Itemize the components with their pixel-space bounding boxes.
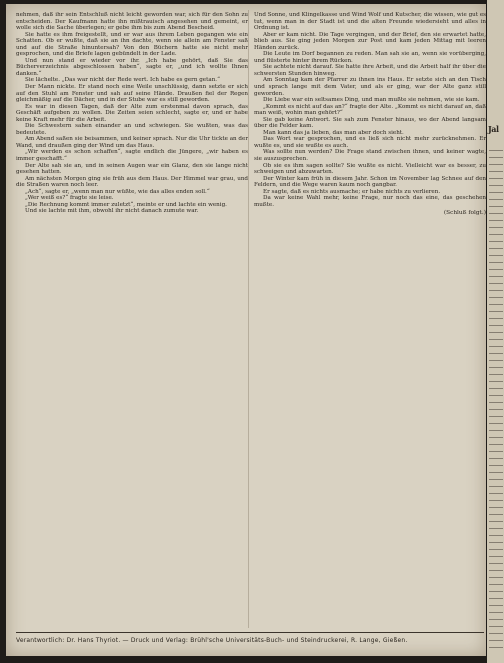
paragraph: Das Wort war gesprochen, und es ließ sich nicht mehr zurücknehmen. Er wußte es, und sie wußte es auch. <box>254 136 486 149</box>
adjacent-text-line <box>489 521 503 522</box>
adjacent-text-line <box>489 304 503 305</box>
adjacent-text-line <box>489 234 503 235</box>
adjacent-text-line <box>489 549 503 550</box>
paragraph: „Kommt es nicht auf das an?“ fragte der Alte. „Kommt es nicht darauf an, daß man weiß, wohin man gehört?“ <box>254 103 486 117</box>
adjacent-page-label: Jal <box>488 124 499 134</box>
adjacent-text-line <box>489 276 503 277</box>
adjacent-text-line <box>489 339 503 340</box>
paragraph: Und Sonne, und Klingelkasse und Wind Wolf und Kutscher, die wissen, wie gut es tut, wenn man in der Stadt ist und die alten Freunde wiedersieht und alles in Ordnung ist. <box>254 12 486 32</box>
adjacent-text-line <box>489 185 503 186</box>
adjacent-text-line <box>489 241 503 242</box>
adjacent-text-line <box>489 374 503 375</box>
paragraph: Und nun stand er wieder vor ihr. „Ich habe gehört, daß Sie das Bücherverzeichnis abgeschlossen haben“, sagte er, „und ich wollte Ihnen danken.“ <box>16 57 248 77</box>
newspaper-page <box>6 4 486 656</box>
adjacent-text-line <box>489 633 503 634</box>
adjacent-text-line <box>489 199 503 200</box>
paragraph: „Ach“, sagte er, „wenn man nur wüßte, wie das alles enden soll.“ <box>25 188 210 195</box>
adjacent-text-line <box>489 318 503 319</box>
adjacent-text-line <box>489 514 503 515</box>
paragraph: Am Abend saßen sie beisammen, und keiner sprach. Nur die Uhr tickte an der Wand, und draußen ging der Wind um das Haus. <box>16 136 248 149</box>
paragraph: Der Alte sah sie an, und in seinen Augen war ein Glanz, den sie lange nicht gesehen hatten. <box>16 162 248 176</box>
adjacent-text-line <box>489 472 503 473</box>
paragraph: Am Sonntag kam der Pfarrer zu ihnen ins Haus. Er setzte sich an den Tisch und sprach lange mit dem Vater, und als er ging, war der Alte ganz still geworden. <box>254 77 486 97</box>
paragraph: Ob sie es ihm sagen sollte? Sie wußte es nicht. Vielleicht war es besser, zu schweigen und abzuwarten. <box>254 162 486 176</box>
adjacent-text-line <box>489 444 503 445</box>
footer-rule <box>16 632 484 633</box>
adjacent-text-line <box>489 332 503 333</box>
adjacent-text-line <box>489 395 503 396</box>
paragraph: Sie lächelte. „Das war nicht der Rede wert. Ich habe es gern getan.“ <box>25 77 220 84</box>
paragraph: Sie hatte es ihm freigestellt, und er war aus ihrem Leben gegangen wie ein Schatten. Ob er wußte, daß sie an ihn dachte, wenn sie allein am Fenster saß und auf die Straße hinuntersah? Von den Büchern hatte sie nicht mehr gesprochen, und die Briefe lagen gebündelt in der Lade. <box>16 31 248 58</box>
adjacent-text-line <box>489 605 503 606</box>
adjacent-text-line <box>489 178 503 179</box>
adjacent-text-line <box>489 150 503 151</box>
adjacent-text-line <box>489 556 503 557</box>
adjacent-text-line <box>489 619 503 620</box>
paragraph: Er sagte, daß es nichts ausmache; er habe nichts zu verlieren. <box>263 188 441 195</box>
adjacent-text-line <box>489 388 503 389</box>
paragraph: nehmen, daß ihr sein Entschluß nicht leicht geworden war, sich für den Sohn zu entscheiden. Der Kaufmann hatte ihn mißtrauisch angesehen und gemeint, er wolle sich die Sache überlegen; er gebe ihm bis zum Abend Bescheid. <box>16 12 248 32</box>
adjacent-text-line <box>489 570 503 571</box>
adjacent-text-line <box>489 171 503 172</box>
adjacent-text-line <box>489 248 503 249</box>
adjacent-text-line <box>489 192 503 193</box>
adjacent-text-line <box>489 451 503 452</box>
adjacent-text-line <box>489 535 503 536</box>
adjacent-text-line <box>489 430 503 431</box>
paragraph: Sie gab keine Antwort. Sie sah zum Fenster hinaus, wo der Abend langsam über die Felder kam. <box>254 116 486 130</box>
adjacent-text-line <box>489 290 503 291</box>
adjacent-text-line <box>489 360 503 361</box>
adjacent-text-line <box>489 311 503 312</box>
adjacent-text-line <box>489 563 503 564</box>
adjacent-text-line <box>489 213 503 214</box>
adjacent-text-line <box>489 493 503 494</box>
adjacent-text-line <box>489 612 503 613</box>
adjacent-text-line <box>489 577 503 578</box>
adjacent-text-line <box>489 269 503 270</box>
adjacent-text-line <box>489 626 503 627</box>
column-divider <box>248 10 249 628</box>
adjacent-text-line <box>489 262 503 263</box>
adjacent-text-line <box>489 465 503 466</box>
text-column-left <box>16 12 248 624</box>
paragraph: Aber er kam nicht. Die Tage vergingen, und der Brief, den sie erwartet hatte, blieb aus. Sie ging jeden Morgen zur Post und kam jeden Mittag mit leeren Händen zurück. <box>254 31 486 51</box>
adjacent-text-line <box>489 423 503 424</box>
adjacent-text-line <box>489 598 503 599</box>
adjacent-text-line <box>489 640 503 641</box>
adjacent-text-line <box>489 647 503 648</box>
paragraph: Der Winter kam früh in diesem Jahr. Schon im November lag Schnee auf den Feldern, und die Wege waren kaum noch gangbar. <box>254 175 486 189</box>
adjacent-text-line <box>489 528 503 529</box>
imprint-footer: Verantwortlich: Dr. Hans Thyriot. — Druck und Verlag: Brühl'sche Universitäts-Buch- und Steindruckerei, R. Lange, Gießen. <box>16 637 408 644</box>
paragraph: Da war keine Wahl mehr, keine Frage, nur noch das eine, das geschehen mußte. <box>254 195 486 208</box>
adjacent-text-line <box>489 220 503 221</box>
adjacent-page-edge <box>487 0 504 663</box>
adjacent-text-line <box>489 507 503 508</box>
adjacent-text-line <box>489 479 503 480</box>
paragraph: Die Leute im Dorf begannen zu reden. Man sah sie an, wenn sie vorüberging, und flüsterte hinter ihrem Rücken. <box>254 51 486 64</box>
adjacent-text-line <box>489 255 503 256</box>
adjacent-text-line <box>489 402 503 403</box>
paragraph: Die Liebe war ein seltsames Ding, und man mußte sie nehmen, wie sie kam. <box>263 97 480 104</box>
paragraph: Der Mann nickte. Er stand noch eine Weile unschlüssig, dann setzte er sich auf den Stuhl am Fenster und sah auf seine Hände. Draußen fiel der Regen gleichmäßig auf die Dächer, und in der Stube war es still geworden. <box>16 84 248 104</box>
paragraph: Und sie lachte mit ihm, obwohl ihr nicht danach zumute war. <box>25 208 199 215</box>
paragraph: Am nächsten Morgen ging sie früh aus dem Haus. Der Himmel war grau, und die Straßen waren noch leer. <box>16 175 248 189</box>
paragraph: Es war in diesen Tagen, daß der Alte zum erstenmal davon sprach, das Geschäft aufgeben zu wollen. Die Zeiten seien schlecht, sagte er, und er habe keine Kraft mehr für die Arbeit. <box>16 103 248 123</box>
adjacent-text-line <box>489 325 503 326</box>
paragraph: Was sollte nun werden? Die Frage stand zwischen ihnen, und keiner wagte, sie auszusprechen. <box>254 149 486 163</box>
adjacent-text-line <box>489 542 503 543</box>
text-column-right <box>254 12 486 624</box>
adjacent-text-line <box>489 500 503 501</box>
paragraph: Die Schwestern sahen einander an und schwiegen. Sie wußten, was das bedeutete. <box>16 123 248 136</box>
adjacent-text-line <box>489 157 503 158</box>
adjacent-text-line <box>489 381 503 382</box>
adjacent-text-line <box>489 591 503 592</box>
adjacent-text-line <box>489 437 503 438</box>
paragraph: „Wer weiß es?“ fragte sie leise. <box>25 195 114 202</box>
adjacent-text-line <box>489 353 503 354</box>
adjacent-text-line <box>489 206 503 207</box>
adjacent-text-line <box>489 458 503 459</box>
adjacent-text-line <box>489 164 503 165</box>
adjacent-text-line <box>489 346 503 347</box>
continuation-note: (Schluß folgt.) <box>443 210 486 217</box>
adjacent-text-line <box>489 409 503 410</box>
adjacent-text-line <box>489 584 503 585</box>
adjacent-text-line <box>489 486 503 487</box>
paragraph: „Wir werden es schon schaffen“, sagte endlich die Jüngere, „wir haben es immer geschafft.“ <box>16 149 248 163</box>
adjacent-text-line <box>489 227 503 228</box>
paragraph: Man kann das ja lieben, das man aber doch sieht. <box>263 129 404 136</box>
adjacent-text-line <box>489 283 503 284</box>
paragraph: „Die Rechnung kommt immer zuletzt“, meinte er und lachte ein wenig. <box>25 201 227 208</box>
adjacent-text-line <box>489 416 503 417</box>
adjacent-text-line <box>489 367 503 368</box>
paragraph: Sie achtete nicht darauf. Sie hatte ihre Arbeit, und die Arbeit half ihr über die schwersten Stunden hinweg. <box>254 64 486 77</box>
adjacent-text-line <box>489 297 503 298</box>
